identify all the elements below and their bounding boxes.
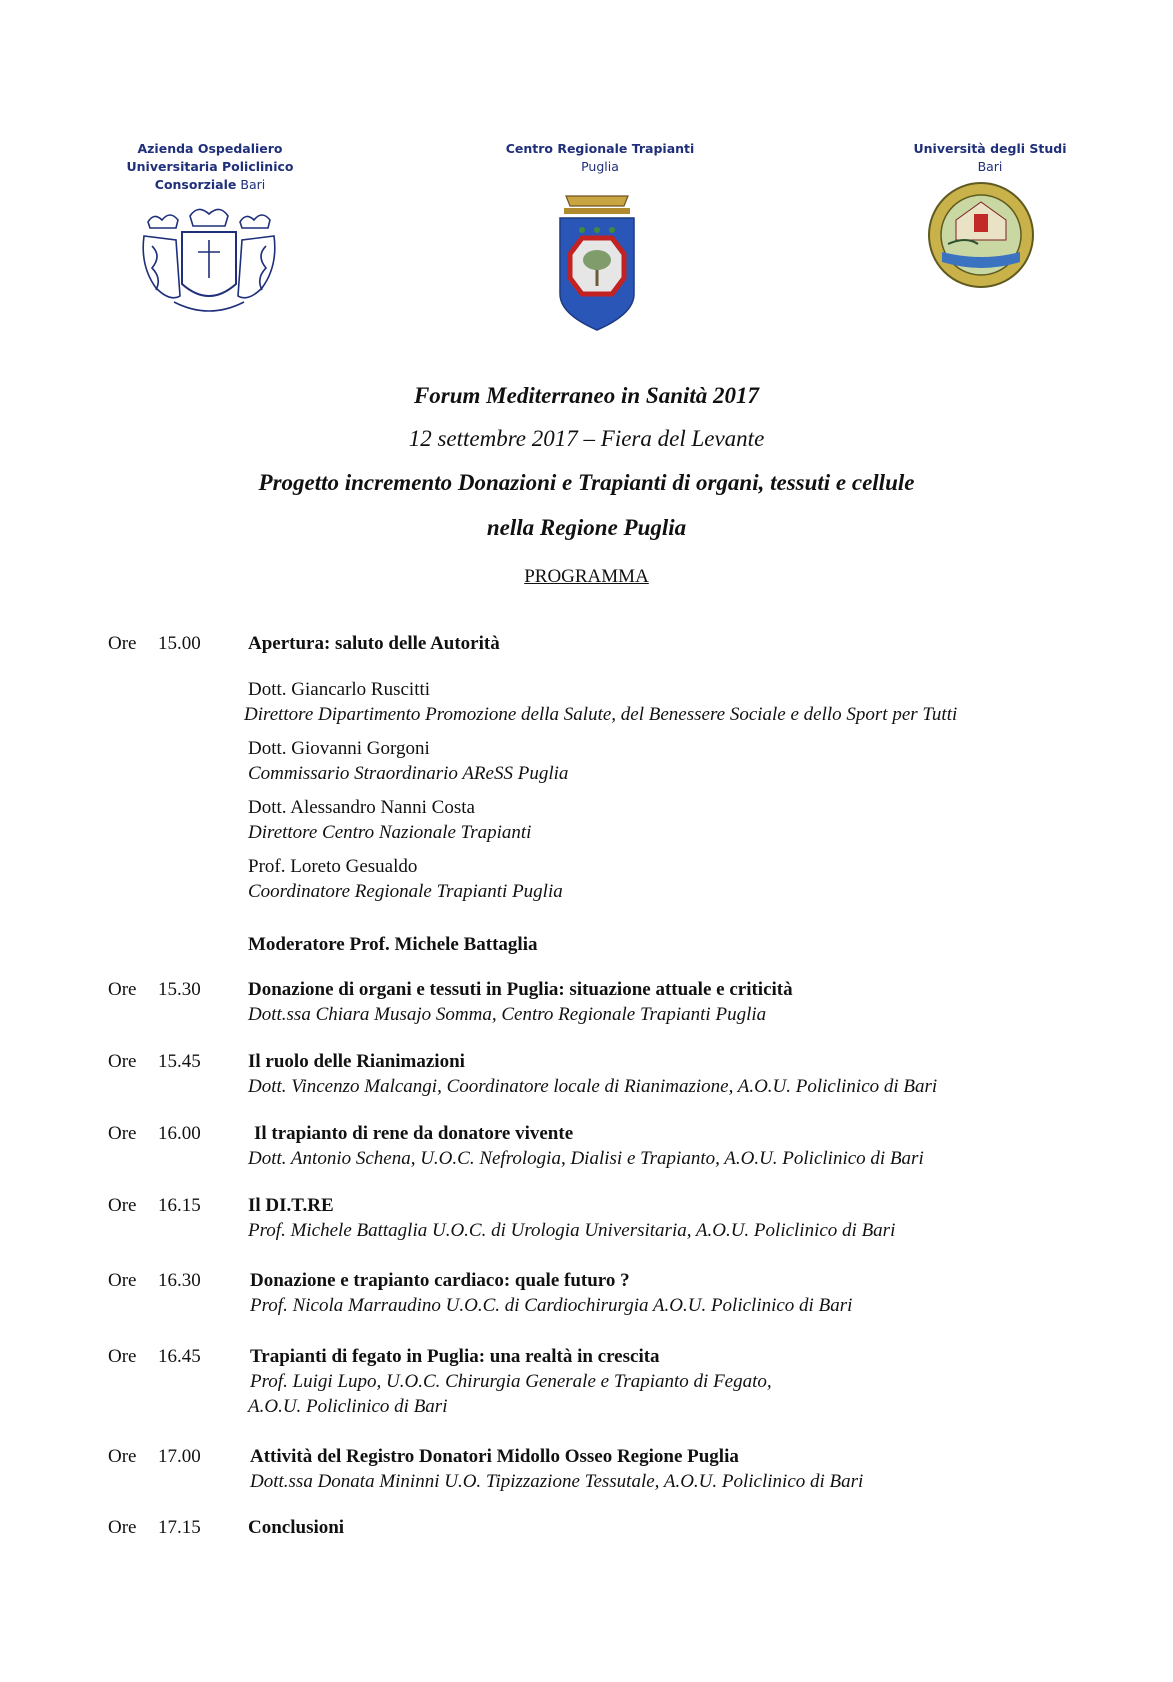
project-title-line2: nella Regione Puglia [486,515,687,540]
ore-label: Ore [108,1446,137,1467]
ore-label: Ore [108,979,137,1000]
header-left-line3-rest: Bari [236,177,266,192]
header-center-line2: Puglia [581,159,619,174]
header-right-line1: Università degli Studi [913,141,1067,156]
header-left-line2: Universitaria Policlinico [126,159,294,174]
ore-label: Ore [108,633,137,654]
header-left-line3 [80,176,340,194]
session-title: Attività del Registro Donatori Midollo Osseo Regione Puglia [250,1446,739,1467]
university-seal-icon [926,180,1036,290]
session-title: Apertura: saluto delle Autorità [248,633,500,654]
header-right-line2: Bari [977,159,1003,174]
project-title-line1: Progetto incremento Donazioni e Trapianti di organi, tessuti e cellule [258,470,915,495]
session-time: 16.45 [158,1346,201,1367]
ore-label: Ore [108,1517,137,1538]
moderator: Moderatore Prof. Michele Battaglia [248,934,538,955]
session-title: Donazione e trapianto cardiaco: quale futuro ? [250,1270,630,1291]
session-title: Conclusioni [248,1517,345,1538]
session-title: Donazione di organi e tessuti in Puglia: situazione attuale e criticità [248,979,793,1000]
ore-label: Ore [108,1123,137,1144]
session-speaker: Dott.ssa Donata Mininni U.O. Tipizzazione Tessutale, A.O.U. Policlinico di Bari [250,1471,864,1492]
session-title: Il trapianto di rene da donatore vivente [254,1123,574,1144]
session-speaker-affiliation: A.O.U. Policlinico di Bari [248,1396,448,1417]
speaker-name: Dott. Giovanni Gorgoni [248,738,430,759]
session-time: 15.30 [158,979,201,1000]
session-time: 15.00 [158,633,201,654]
speaker-role: Direttore Dipartimento Promozione della Salute, del Benessere Sociale e dello Sport per Tutti [244,704,958,725]
session-title: Trapianti di fegato in Puglia: una realtà in crescita [250,1346,660,1367]
header-left [80,140,340,194]
session-speaker: Dott. Antonio Schena, U.O.C. Nefrologia, Dialisi e Trapianto, A.O.U. Policlinico di Bari [248,1148,924,1169]
coat-of-arms-icon [134,202,284,318]
ore-label: Ore [108,1346,137,1367]
ore-label: Ore [108,1270,137,1291]
header-left-line3-bold: Consorziale [154,177,237,192]
speaker-name: Dott. Giancarlo Ruscitti [248,679,431,700]
session-time: 16.15 [158,1195,201,1216]
ore-label: Ore [108,1051,137,1072]
session-time: 17.15 [158,1517,201,1538]
programma-heading: PROGRAMMA [524,566,649,587]
speaker-name: Prof. Loreto Gesualdo [248,856,418,877]
session-time: 16.00 [158,1123,201,1144]
session-speaker: Prof. Nicola Marraudino U.O.C. di Cardiochirurgia A.O.U. Policlinico di Bari [250,1295,853,1316]
event-date-location: 12 settembre 2017 – Fiera del Levante [408,426,765,451]
session-speaker: Dott.ssa Chiara Musajo Somma, Centro Regionale Trapianti Puglia [248,1004,767,1025]
ore-label: Ore [108,1195,137,1216]
header-center-line1: Centro Regionale Trapianti [505,141,695,156]
regione-puglia-crest-icon [552,192,642,338]
speaker-name: Dott. Alessandro Nanni Costa [248,797,475,818]
header-center [470,140,730,176]
session-speaker: Prof. Michele Battaglia U.O.C. di Urologia Universitaria, A.O.U. Policlinico di Bari [248,1220,896,1241]
session-time: 17.00 [158,1446,201,1467]
event-title: Forum Mediterraneo in Sanità 2017 [413,383,760,408]
header-left-line1: Azienda Ospedaliero [137,141,283,156]
session-speaker: Prof. Luigi Lupo, U.O.C. Chirurgia Generale e Trapianto di Fegato, [250,1371,772,1392]
session-title: Il ruolo delle Rianimazioni [248,1051,465,1072]
header-right [860,140,1120,176]
session-time: 15.45 [158,1051,201,1072]
session-time: 16.30 [158,1270,201,1291]
speaker-role: Commissario Straordinario AReSS Puglia [248,763,569,784]
session-title: Il DI.T.RE [248,1195,334,1216]
session-speaker: Dott. Vincenzo Malcangi, Coordinatore locale di Rianimazione, A.O.U. Policlinico di Bari [248,1076,938,1097]
speaker-role: Direttore Centro Nazionale Trapianti [248,822,532,843]
speaker-role: Coordinatore Regionale Trapianti Puglia [248,881,563,902]
